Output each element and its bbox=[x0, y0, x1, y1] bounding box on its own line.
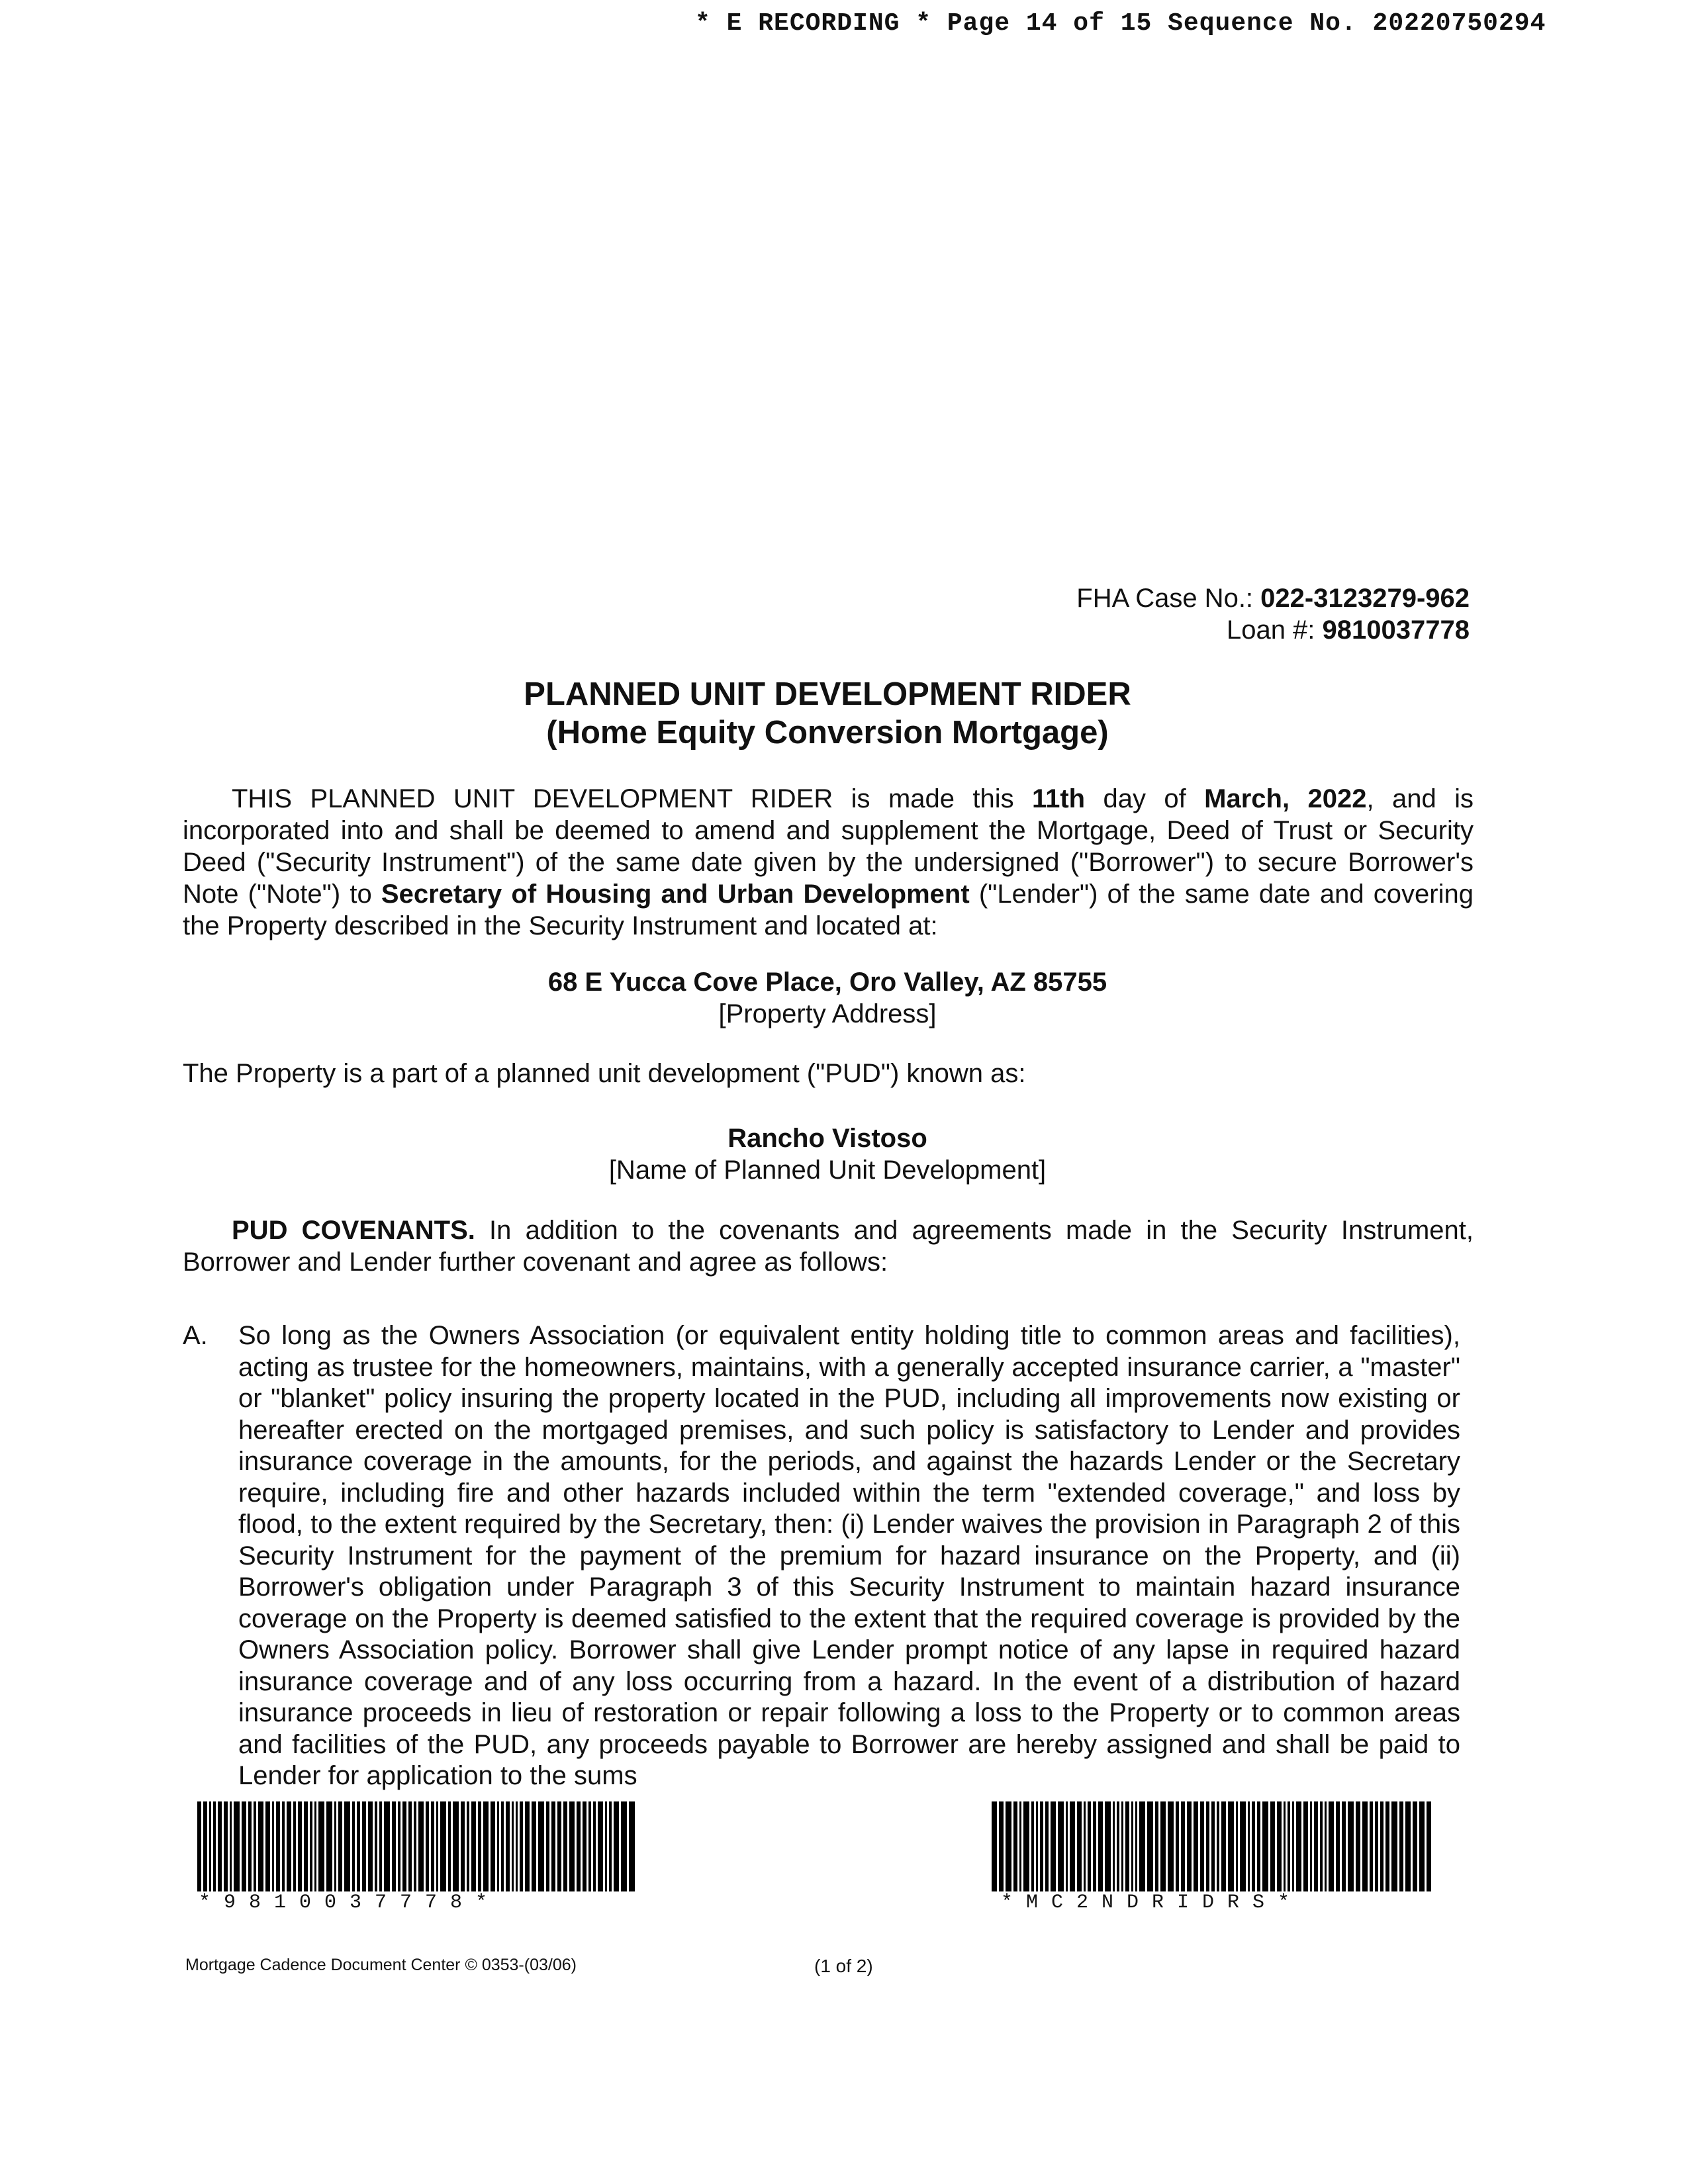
barcode-bar bbox=[598, 1801, 603, 1891]
barcode-bar bbox=[588, 1801, 591, 1891]
barcode-bar bbox=[532, 1801, 536, 1891]
barcode-bar bbox=[1168, 1801, 1174, 1891]
barcode-bar bbox=[408, 1801, 412, 1891]
barcode-bar bbox=[1257, 1801, 1260, 1891]
barcode-bar bbox=[467, 1801, 469, 1891]
barcode-bar bbox=[230, 1801, 232, 1891]
form-barcode-label: *MC2NDRIDRS* bbox=[1001, 1891, 1303, 1914]
barcode-bar bbox=[384, 1801, 390, 1891]
barcode-bar bbox=[1181, 1801, 1185, 1891]
barcode-bar bbox=[203, 1801, 207, 1891]
barcode-bar bbox=[1427, 1801, 1431, 1891]
barcode-bar bbox=[1131, 1801, 1133, 1891]
barcode-bar bbox=[491, 1801, 495, 1891]
barcode-bar bbox=[1040, 1801, 1043, 1891]
barcode-bar bbox=[1045, 1801, 1049, 1891]
barcode-bar bbox=[357, 1801, 360, 1891]
form-barcode bbox=[992, 1801, 1433, 1891]
barcode-bar bbox=[506, 1801, 510, 1891]
barcode-bar bbox=[557, 1801, 561, 1891]
barcode-bar bbox=[334, 1801, 336, 1891]
barcode-bar bbox=[1391, 1801, 1397, 1891]
property-address-block bbox=[0, 966, 1655, 1030]
barcode-bar bbox=[551, 1801, 555, 1891]
barcode-bar bbox=[1240, 1801, 1246, 1891]
barcode-bar bbox=[1329, 1801, 1334, 1891]
barcode-bar bbox=[310, 1801, 312, 1891]
barcode-bar bbox=[1270, 1801, 1275, 1891]
barcode-bar bbox=[538, 1801, 544, 1891]
barcode-bar bbox=[453, 1801, 459, 1891]
barcode-bar bbox=[1113, 1801, 1115, 1891]
item-letter: A. bbox=[183, 1321, 208, 1350]
barcode-bar bbox=[414, 1801, 416, 1891]
barcode-bar bbox=[448, 1801, 451, 1891]
title-line-1: PLANNED UNIT DEVELOPMENT RIDER bbox=[524, 676, 1131, 712]
barcode-bar bbox=[1252, 1801, 1255, 1891]
barcode-bar bbox=[461, 1801, 465, 1891]
barcode-bar bbox=[563, 1801, 567, 1891]
barcode-bar bbox=[1375, 1801, 1378, 1891]
barcode-bar bbox=[338, 1801, 342, 1891]
case-info bbox=[1076, 582, 1470, 646]
barcode-bar bbox=[1419, 1801, 1425, 1891]
barcode-bar bbox=[282, 1801, 285, 1891]
rider-date: March, 2022 bbox=[1204, 784, 1367, 813]
barcode-bar bbox=[293, 1801, 296, 1891]
barcode-bar bbox=[1296, 1801, 1301, 1891]
barcode-bar bbox=[418, 1801, 424, 1891]
barcode-bar bbox=[1139, 1801, 1145, 1891]
barcode-bar bbox=[1325, 1801, 1327, 1891]
barcode-bar bbox=[379, 1801, 382, 1891]
barcode-bar bbox=[1088, 1801, 1091, 1891]
barcode-bar bbox=[1348, 1801, 1354, 1891]
barcode-bar bbox=[1399, 1801, 1403, 1891]
barcode-bar bbox=[1236, 1801, 1238, 1891]
barcode-bar bbox=[258, 1801, 263, 1891]
barcode-bar bbox=[242, 1801, 246, 1891]
fha-case-line bbox=[1076, 582, 1470, 614]
barcode-bar bbox=[1176, 1801, 1179, 1891]
barcode-bar bbox=[483, 1801, 489, 1891]
barcode-bar bbox=[276, 1801, 280, 1891]
barcode-bar bbox=[614, 1801, 619, 1891]
barcode-bar bbox=[497, 1801, 499, 1891]
barcode-bar bbox=[197, 1801, 201, 1891]
pud-known-as: The Property is a part of a planned unit development ("PUD") known as: bbox=[183, 1059, 1026, 1088]
barcode-bar bbox=[1031, 1801, 1034, 1891]
barcode-bar bbox=[1248, 1801, 1250, 1891]
barcode-bar bbox=[992, 1801, 997, 1891]
barcode-bar bbox=[234, 1801, 240, 1891]
barcode-bar bbox=[272, 1801, 274, 1891]
barcode-bar bbox=[375, 1801, 377, 1891]
barcode-bar bbox=[1211, 1801, 1215, 1891]
barcode-bar bbox=[605, 1801, 607, 1891]
intro-paragraph: THIS PLANNED UNIT DEVELOPMENT RIDER is made this 11th day of March, 2022, and is incorporated into and shall be deemed to amend and supplement the Mortgage, Deed of Trust or Security Deed ("Security Instrument") of the same date given by the undersigned ("Borrower") to secure Borrower's Note ("Note") to Secretary of Housing and Urban Development ("Lender") of the same date and covering the Property described in the Security Instrument and located at: bbox=[183, 784, 1474, 940]
barcode-bar bbox=[1342, 1801, 1346, 1891]
fha-case-label: FHA Case No.: bbox=[1076, 584, 1261, 613]
loan-number: 9810037778 bbox=[1322, 615, 1470, 645]
document-title bbox=[0, 675, 1655, 752]
barcode-bar bbox=[218, 1801, 222, 1891]
barcode-bar bbox=[1221, 1801, 1226, 1891]
barcode-bar bbox=[344, 1801, 350, 1891]
barcode-bar bbox=[1147, 1801, 1153, 1891]
barcode-bar bbox=[512, 1801, 514, 1891]
barcode-bar bbox=[1058, 1801, 1064, 1891]
title-line-2: (Home Equity Conversion Mortgage) bbox=[546, 715, 1109, 751]
barcode-bar bbox=[1405, 1801, 1411, 1891]
barcode-bar bbox=[629, 1801, 635, 1891]
barcode-bar bbox=[318, 1801, 324, 1891]
loan-number-line bbox=[1076, 614, 1470, 646]
property-address: 68 E Yucca Cove Place, Oro Valley, AZ 85755 bbox=[547, 968, 1107, 997]
barcode-bar bbox=[478, 1801, 481, 1891]
barcode-bar bbox=[1135, 1801, 1137, 1891]
barcode-bar bbox=[1105, 1801, 1111, 1891]
barcode-bar bbox=[304, 1801, 308, 1891]
barcode-bar bbox=[436, 1801, 438, 1891]
barcode-bar bbox=[1023, 1801, 1029, 1891]
barcode-bar bbox=[1117, 1801, 1119, 1891]
loan-barcode bbox=[197, 1801, 637, 1891]
barcode-bar bbox=[525, 1801, 530, 1891]
pud-name-caption: [Name of Planned Unit Development] bbox=[608, 1156, 1047, 1185]
barcode-bar bbox=[1314, 1801, 1318, 1891]
barcode-bar bbox=[1370, 1801, 1373, 1891]
barcode-bar bbox=[621, 1801, 627, 1891]
barcode-bar bbox=[583, 1801, 586, 1891]
barcode-bar bbox=[1380, 1801, 1383, 1891]
barcode-bar bbox=[352, 1801, 355, 1891]
page-count: (1 of 2) bbox=[814, 1956, 873, 1976]
barcode-bar bbox=[1200, 1801, 1204, 1891]
barcode-bar bbox=[1277, 1801, 1282, 1891]
barcode-bar bbox=[1051, 1801, 1056, 1891]
barcode-bar bbox=[1013, 1801, 1017, 1891]
covenant-item-a bbox=[183, 1320, 1460, 1792]
barcode-bar bbox=[1194, 1801, 1198, 1891]
rider-day: 11th bbox=[1032, 784, 1086, 813]
barcode-bar bbox=[1292, 1801, 1294, 1891]
pud-name-block bbox=[0, 1122, 1655, 1186]
barcode-bar bbox=[516, 1801, 518, 1891]
fha-case-number: 022-3123279-962 bbox=[1260, 584, 1470, 613]
loan-barcode-label: *9810037778* bbox=[199, 1891, 501, 1914]
barcode-bar bbox=[287, 1801, 291, 1891]
barcode-bar bbox=[1019, 1801, 1021, 1891]
barcode-bar bbox=[402, 1801, 406, 1891]
barcode-bar bbox=[265, 1801, 270, 1891]
barcode-bar bbox=[1084, 1801, 1086, 1891]
barcode-bar bbox=[1066, 1801, 1068, 1891]
pud-covenants-heading: PUD COVENANTS. bbox=[232, 1216, 475, 1245]
barcode-bar bbox=[1006, 1801, 1011, 1891]
barcode-bar bbox=[362, 1801, 366, 1891]
barcode-bar bbox=[1288, 1801, 1290, 1891]
barcode-bar bbox=[1262, 1801, 1268, 1891]
pud-name: Rancho Vistoso bbox=[727, 1124, 927, 1153]
barcode-bar bbox=[999, 1801, 1004, 1891]
barcode-bar bbox=[248, 1801, 252, 1891]
doc-center-footer: Mortgage Cadence Document Center © 0353-(03/06) bbox=[185, 1956, 577, 1974]
barcode-bar bbox=[209, 1801, 211, 1891]
barcode-bar bbox=[1228, 1801, 1234, 1891]
barcode-bar bbox=[609, 1801, 612, 1891]
barcode-bar bbox=[569, 1801, 575, 1891]
barcode-bar bbox=[431, 1801, 434, 1891]
barcode-bar bbox=[1206, 1801, 1209, 1891]
barcode-bar bbox=[1385, 1801, 1389, 1891]
barcode-bar bbox=[1036, 1801, 1038, 1891]
barcode-bar bbox=[593, 1801, 596, 1891]
barcode-bar bbox=[368, 1801, 373, 1891]
barcode-bar bbox=[1098, 1801, 1103, 1891]
barcode-bar bbox=[1160, 1801, 1166, 1891]
barcode-bar bbox=[392, 1801, 396, 1891]
barcode-bar bbox=[1125, 1801, 1129, 1891]
pud-covenants-paragraph: PUD COVENANTS. In addition to the covenants and agreements made in the Security Instrument, Borrower and Lender further covenant and agree as follows: bbox=[183, 1216, 1474, 1277]
barcode-bar bbox=[577, 1801, 581, 1891]
barcode-bar bbox=[1310, 1801, 1312, 1891]
barcode-bar bbox=[1217, 1801, 1219, 1891]
barcode-bar bbox=[254, 1801, 256, 1891]
barcode-bar bbox=[1121, 1801, 1123, 1891]
barcode-bar bbox=[1077, 1801, 1082, 1891]
item-a-text: So long as the Owners Association (or equivalent entity holding title to common areas and facilities), acting as trustee for the homeowners, maintains, with a generally accepted insurance carrier, a "master" or "blanket" policy insuring the property located in the PUD, including all improvements now existing or hereafter erected on the mortgaged premises, and such policy is satisfactory to Lender and provides insurance coverage in the amounts, for the periods, and against the hazards Lender or the Secretary require, including fire and other hazards included within the term "extended coverage," and loss by flood, to the extent required by the Secretary, then: (i) Lender waives the provision in Paragraph 2 of this Security Instrument for the payment of the premium for hazard insurance on the Property, and (ii) Borrower's obligation under Paragraph 3 of this Security Instrument to maintain hazard insurance coverage on the Property is deemed satisfied to the extent that the required coverage is provided by the Owners Association policy. Borrower shall give Lender prompt notice of any lapse in required hazard insurance coverage and of any loss occurring from a hazard. In the event of a distribution of hazard insurance proceeds in lieu of restoration or repair following a loss to the Property or to common areas and facilities of the PUD, any proceeds payable to Borrower are hereby assigned and shall be paid to Lender for application to the sums bbox=[238, 1321, 1460, 1790]
barcode-bar bbox=[398, 1801, 400, 1891]
barcode-bar bbox=[1356, 1801, 1360, 1891]
loan-label: Loan #: bbox=[1226, 615, 1323, 645]
barcode-bar bbox=[224, 1801, 228, 1891]
barcode-bar bbox=[213, 1801, 216, 1891]
barcode-bar bbox=[298, 1801, 302, 1891]
barcode-bar bbox=[501, 1801, 504, 1891]
barcode-bar bbox=[1413, 1801, 1417, 1891]
barcode-bar bbox=[314, 1801, 316, 1891]
barcode-bar bbox=[1303, 1801, 1308, 1891]
barcode-bar bbox=[426, 1801, 429, 1891]
barcode-bar bbox=[520, 1801, 523, 1891]
barcode-bar bbox=[1336, 1801, 1340, 1891]
barcode-bar bbox=[1362, 1801, 1368, 1891]
barcode-bar bbox=[1320, 1801, 1323, 1891]
barcode-bar bbox=[440, 1801, 446, 1891]
barcode-bar bbox=[1093, 1801, 1096, 1891]
barcode-bar bbox=[1284, 1801, 1286, 1891]
barcode-bar bbox=[546, 1801, 549, 1891]
barcode-bar bbox=[326, 1801, 332, 1891]
recording-header: * E RECORDING * Page 14 of 15 Sequence No. 20220750294 bbox=[695, 9, 1546, 38]
property-address-caption: [Property Address] bbox=[718, 999, 937, 1028]
barcode-bar bbox=[1187, 1801, 1192, 1891]
barcode-bar bbox=[1070, 1801, 1075, 1891]
lender-name: Secretary of Housing and Urban Development bbox=[381, 880, 970, 909]
barcode-bar bbox=[1155, 1801, 1158, 1891]
barcode-bar bbox=[471, 1801, 476, 1891]
